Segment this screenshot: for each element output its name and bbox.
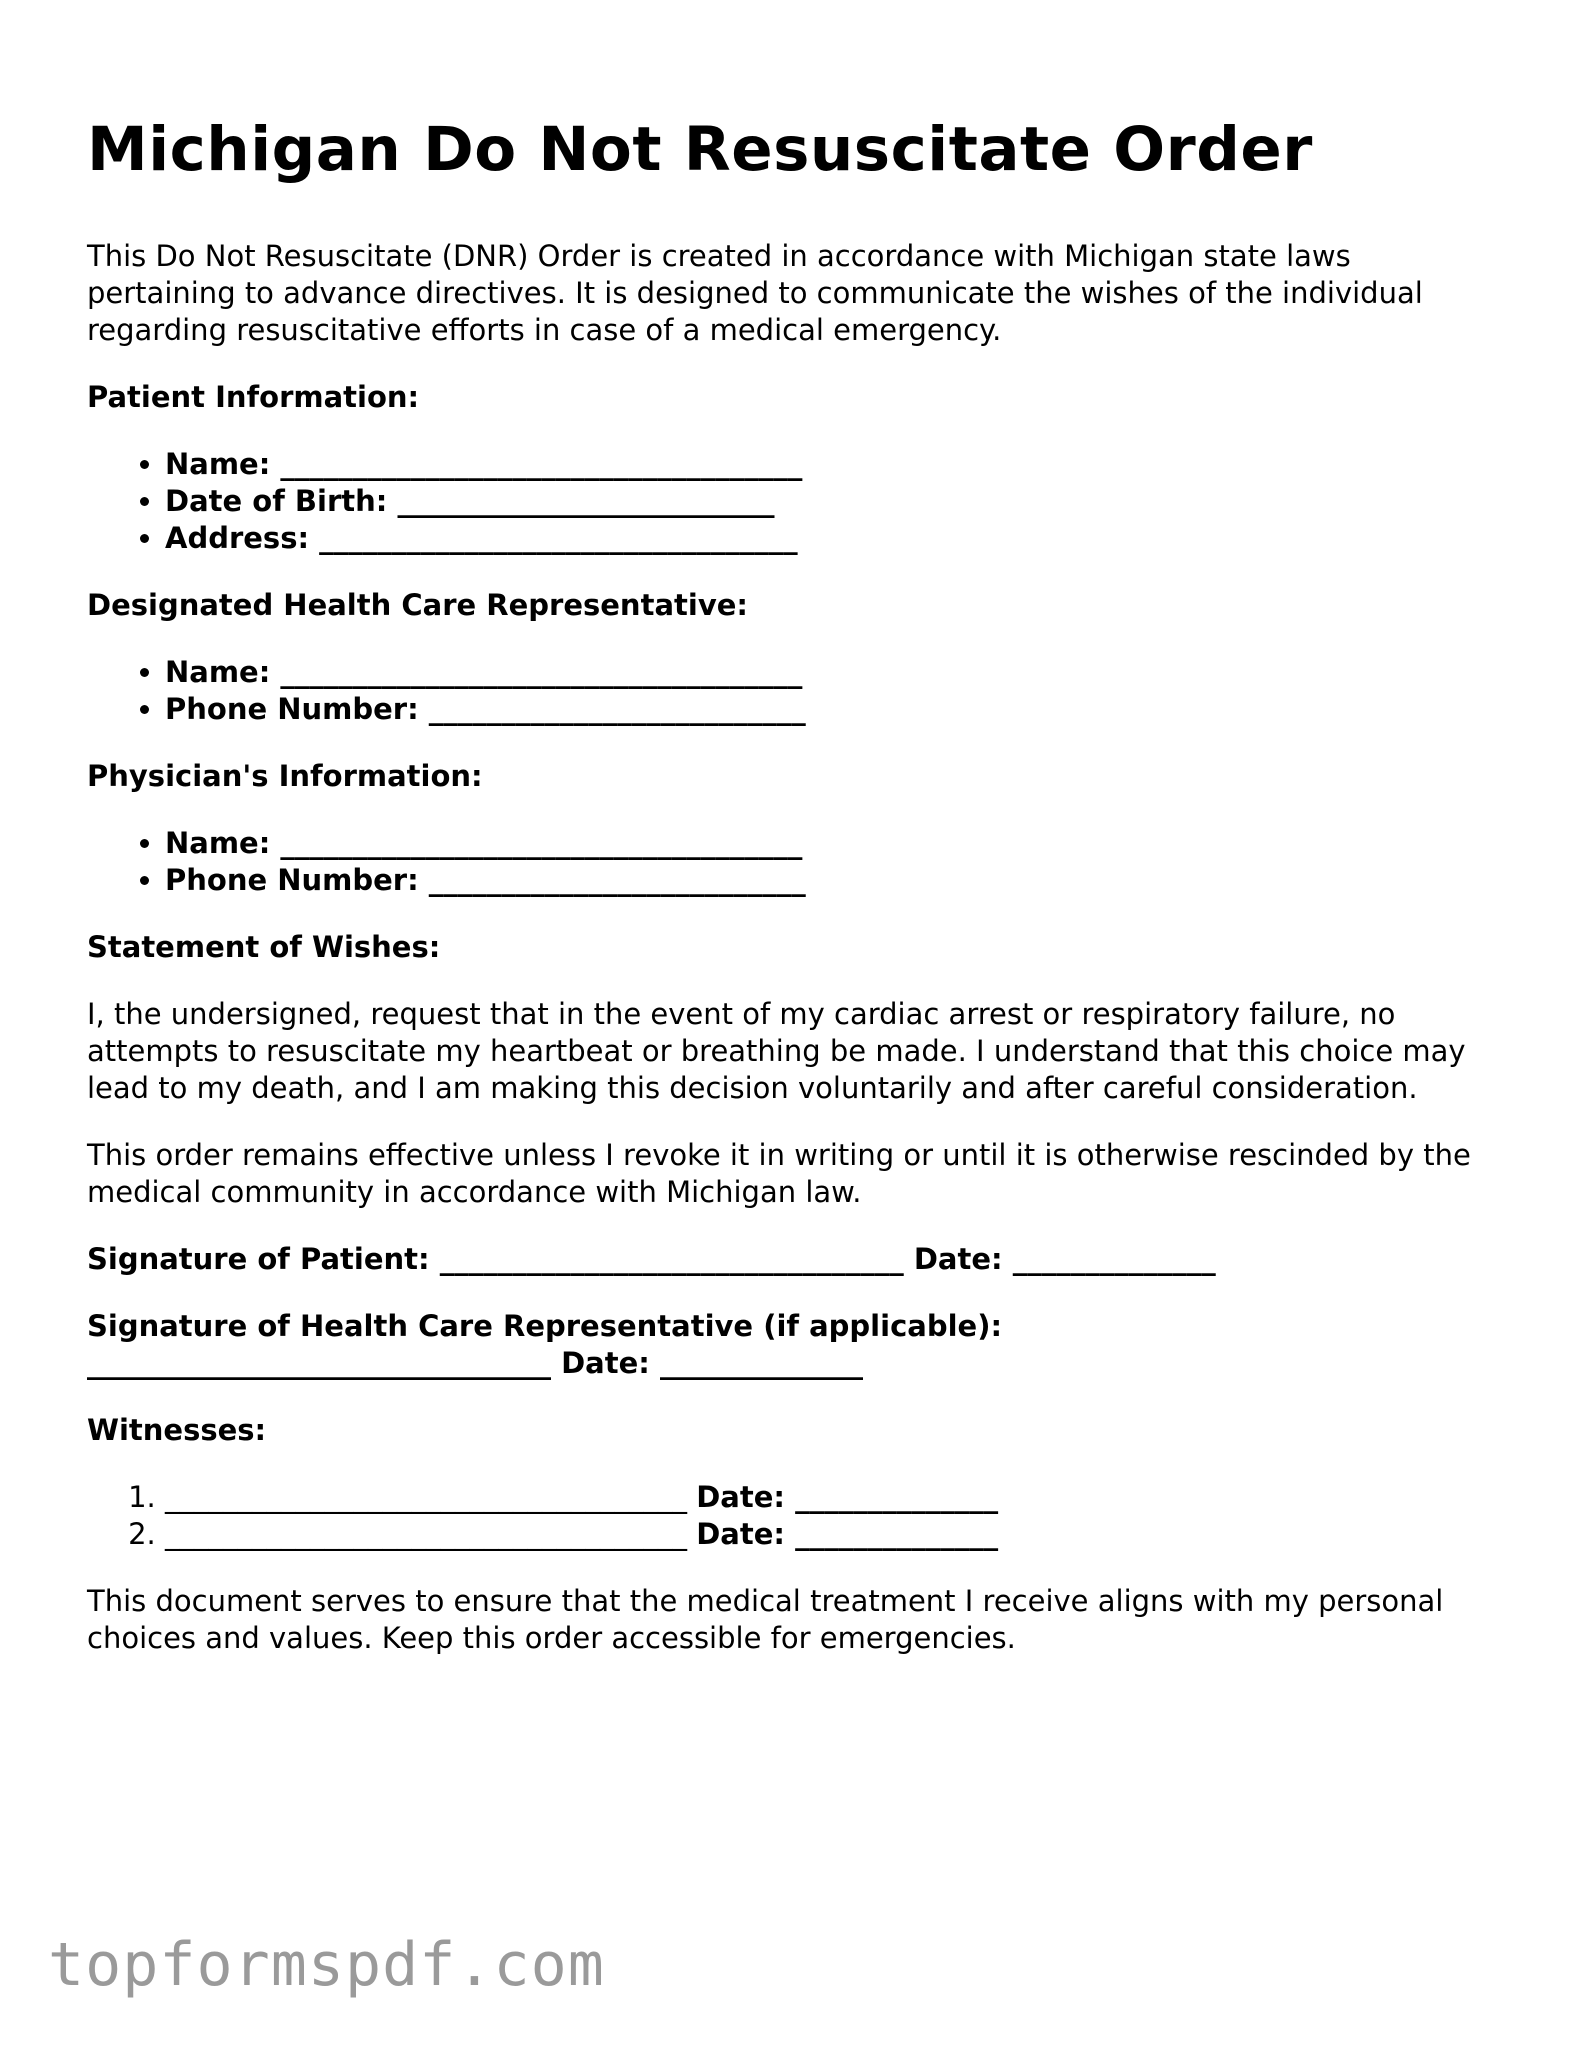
representative-name-field: • Name: ____________________________________: [165, 654, 1507, 691]
wishes-paragraph: I, the undersigned, request that in the event of my cardiac arrest or respiratory failure, no attempts to resuscitate my heartbeat or breathing be made. I understand that this choice may lead to my death, and I am making this decision voluntarily and after careful consideration.: [87, 997, 1466, 1105]
document-title: Michigan Do Not Resuscitate Order: [87, 114, 1313, 185]
effectiveness-paragraph: This order remains effective unless I revoke it in writing or until it is otherwise rescinded by the medical community in accordance with Michigan law.: [87, 1138, 1471, 1209]
physician-list: [87, 825, 1507, 899]
representative-heading: Designated Health Care Representative:: [87, 588, 748, 622]
patient-dob-field: • Date of Birth: __________________________: [165, 483, 1507, 520]
witness-date-field: Date: ______________: [696, 1517, 999, 1551]
representative-signature-line: ________________________________ Date: ______________: [87, 1346, 863, 1380]
document-page: [87, 108, 1507, 1687]
representative-list: [87, 654, 1507, 728]
wishes-heading: Statement of Wishes:: [87, 930, 441, 964]
patient-info-heading: Patient Information:: [87, 380, 420, 414]
intro-paragraph: This Do Not Resuscitate (DNR) Order is created in accordance with Michigan state laws pertaining to advance directives. It is designed to communicate the wishes of the individual regarding resuscitative efforts in case of a medical emergency.: [87, 239, 1423, 347]
patient-name-field: • Name: ____________________________________: [165, 446, 1507, 483]
witnesses-heading: Witnesses:: [87, 1413, 267, 1447]
patient-signature-line: Signature of Patient: ________________________________ Date: ______________: [87, 1242, 1216, 1276]
witness-item: [165, 1516, 1507, 1553]
closing-paragraph: This document serves to ensure that the medical treatment I receive aligns with my personal choices and values. Keep this order accessible for emergencies.: [87, 1584, 1444, 1655]
representative-signature-label: Signature of Health Care Representative (if applicable):: [87, 1309, 1003, 1343]
witness-date-field: Date: ______________: [696, 1480, 999, 1514]
patient-info-list: [87, 446, 1507, 557]
witness-signature-line: ____________________________________: [165, 1517, 687, 1551]
witness-list: [87, 1479, 1507, 1553]
representative-phone-field: • Phone Number: __________________________: [165, 691, 1507, 728]
physician-name-field: • Name: ____________________________________: [165, 825, 1507, 862]
witness-item: [165, 1479, 1507, 1516]
patient-address-field: • Address: _________________________________: [165, 520, 1507, 557]
witness-signature-line: ____________________________________: [165, 1480, 687, 1514]
physician-heading: Physician's Information:: [87, 759, 483, 793]
representative-signature-block: [87, 1308, 1507, 1382]
watermark: topformspdf.com: [48, 1930, 605, 2000]
physician-phone-field: • Phone Number: __________________________: [165, 862, 1507, 899]
